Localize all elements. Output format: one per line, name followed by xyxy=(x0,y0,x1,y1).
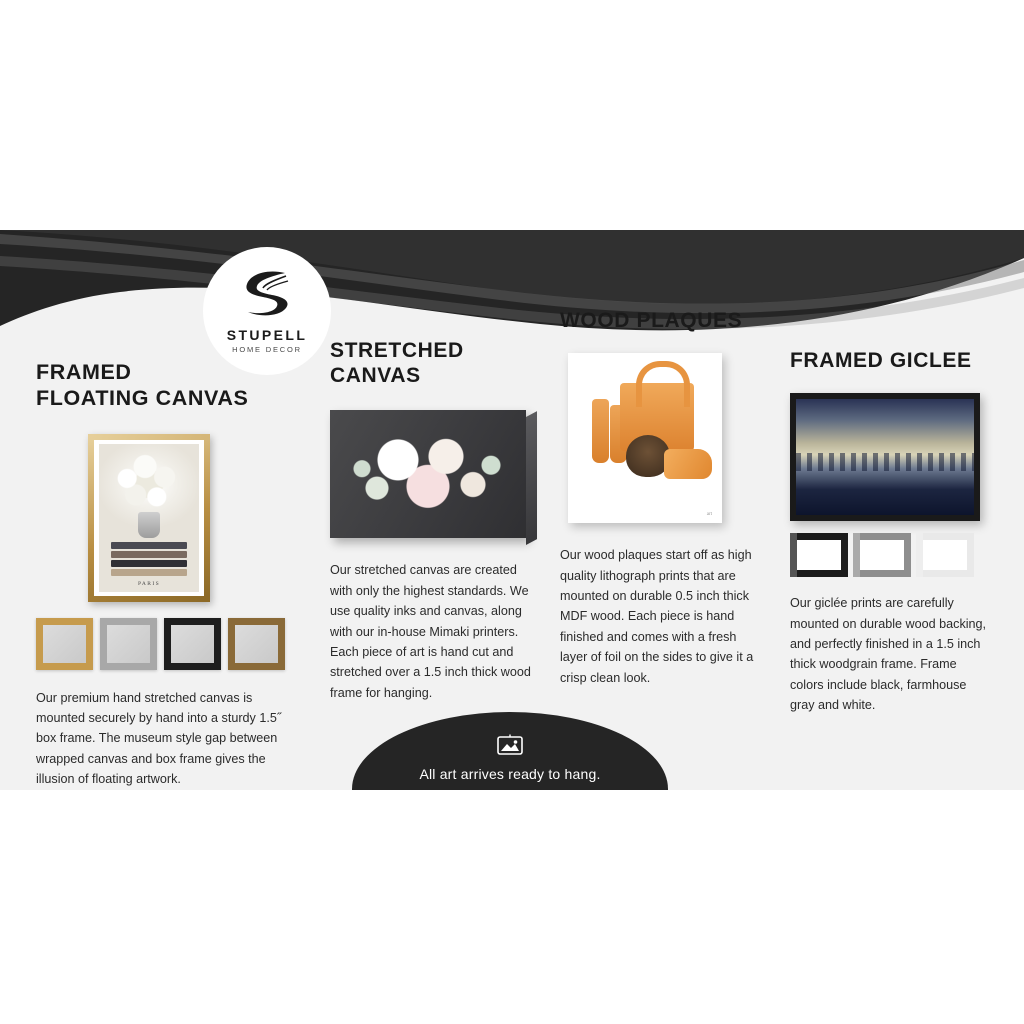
title-line-1: STRETCHED xyxy=(330,339,464,362)
title-line-2: FLOATING CANVAS xyxy=(36,385,249,410)
silver-frame-swatch[interactable] xyxy=(100,618,157,670)
black-frame-sample[interactable] xyxy=(790,533,848,577)
section-wood-plaques xyxy=(560,308,758,688)
section-body-framed-giclee: Our giclée prints are carefully mounted on durable wood backing, and perfectly finished in a 1.5 inch thick woodgrain frame. Frame colors include black, farmhouse gray and white. xyxy=(790,596,987,713)
farmhouse-gray-frame-sample[interactable] xyxy=(853,533,911,577)
section-title-wood-plaques: WOOD PLAQUES xyxy=(560,309,743,332)
canvas-side-edge xyxy=(526,412,537,546)
vase-graphic xyxy=(138,512,160,538)
brand-tagline: HOME DECOR xyxy=(232,345,302,354)
framed-floating-canvas-artwork xyxy=(88,434,210,602)
ready-to-hang-ribbon xyxy=(352,712,668,790)
section-title-framed-giclee: FRAMED GICLEE xyxy=(790,349,972,372)
abstract-landscape-graphic xyxy=(796,399,974,515)
section-body-framed-floating-canvas: Our premium hand stretched canvas is mounted securely by hand into a sturdy 1.5˝ box frame. The museum style gap between wrapped canvas and box frame gives the illusion of floating artwork. xyxy=(36,690,282,787)
orange-boot-graphic-1 xyxy=(592,399,609,463)
wood-plaque-artwork xyxy=(568,353,722,523)
section-title-stretched-canvas xyxy=(330,338,540,388)
swoosh-s-logo-icon xyxy=(239,268,295,325)
artwork-caption: PARIS xyxy=(137,580,161,587)
section-title-framed-floating-canvas xyxy=(36,360,294,412)
white-roses-graphic xyxy=(353,430,503,518)
floating-canvas-image xyxy=(99,444,199,592)
section-body-stretched-canvas: Our stretched canvas are created with only the highest standards. We use quality inks and canvas, along with our in-house Mimaki printers. Each piece of art is hand cut and stretched over a 1.5 inch thick wood frame for hanging. xyxy=(330,563,531,700)
bronze-frame-swatch[interactable] xyxy=(228,618,285,670)
white-frame-sample[interactable] xyxy=(916,533,974,577)
section-stretched-canvas xyxy=(330,338,540,703)
hydrangea-bouquet-graphic xyxy=(110,452,188,518)
giclee-frame-samples xyxy=(790,533,990,577)
picture-frame-icon xyxy=(495,733,525,762)
brand-name: STUPELL xyxy=(226,327,308,343)
brand-logo-badge xyxy=(203,247,331,375)
infographic-panel xyxy=(0,230,1024,790)
gold-frame-swatch[interactable] xyxy=(36,618,93,670)
artist-signature: art xyxy=(706,512,712,518)
title-line-2: CANVAS xyxy=(330,364,421,388)
title-line-1: FRAMED xyxy=(36,360,132,384)
black-frame-swatch[interactable] xyxy=(164,618,221,670)
scarf-graphic xyxy=(664,449,712,479)
stretched-canvas-artwork xyxy=(330,410,526,538)
frame-color-swatches xyxy=(36,618,294,670)
framed-giclee-artwork xyxy=(790,393,980,521)
ready-to-hang-text: All art arrives ready to hang. xyxy=(419,766,601,782)
section-body-wood-plaques: Our wood plaques start off as high quality lithograph prints that are mounted on durable 0.5 inch thick MDF wood. Each piece is hand finished and comes with a fresh layer of foil on the sides to give it a crisp clean look. xyxy=(560,548,754,685)
section-framed-giclee xyxy=(790,348,990,716)
stacked-books-graphic xyxy=(111,542,187,576)
section-framed-floating-canvas xyxy=(36,360,294,790)
